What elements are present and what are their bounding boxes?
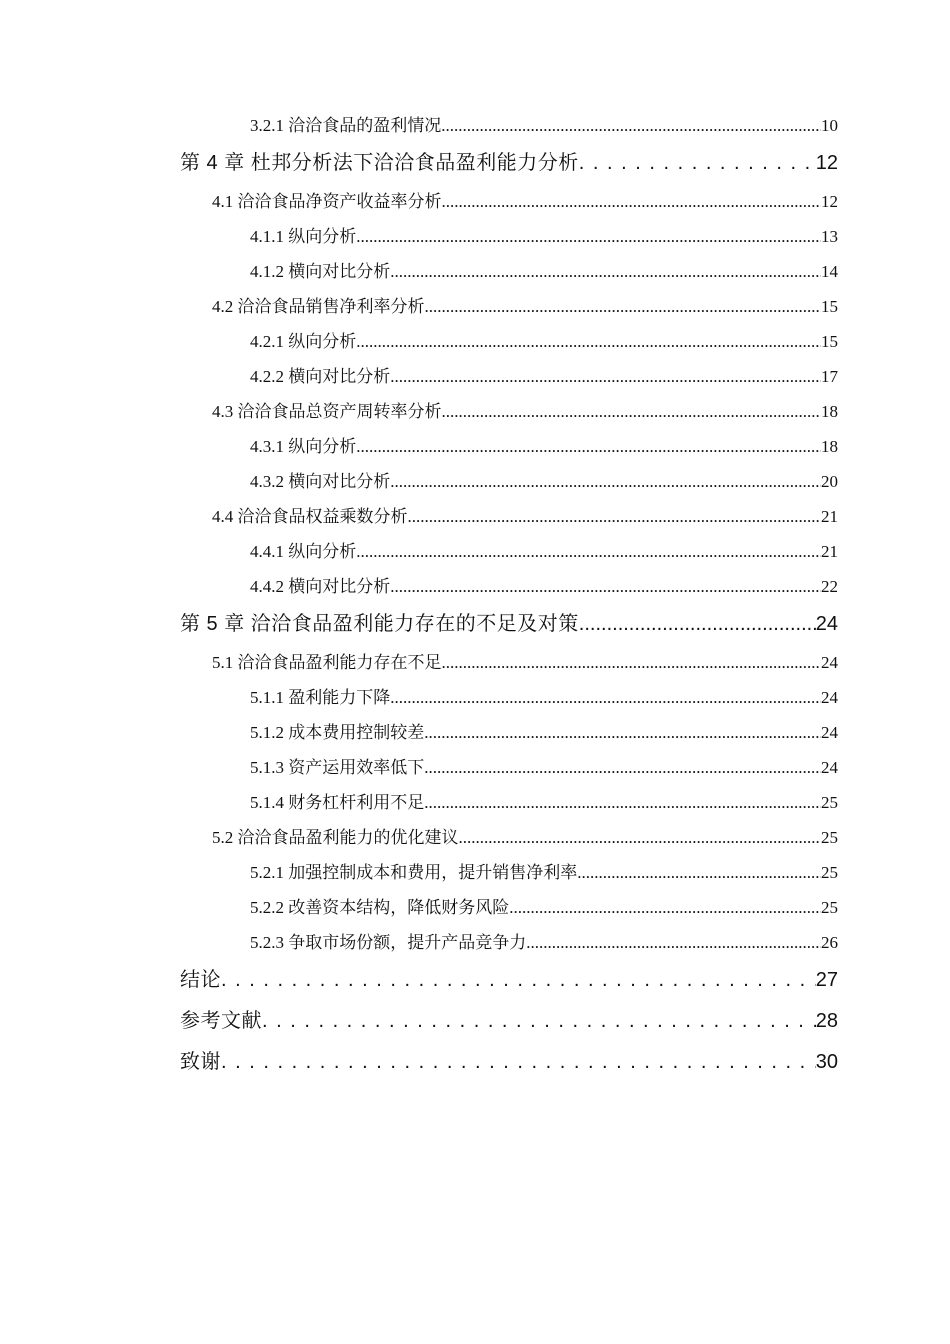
toc-entry[interactable] (180, 785, 838, 820)
toc-entry[interactable] (180, 680, 838, 715)
toc-entry[interactable] (180, 534, 838, 569)
dot-leader (509, 890, 821, 925)
toc-entry[interactable] (180, 108, 838, 143)
toc-entry[interactable] (180, 429, 838, 464)
dot-leader (579, 143, 816, 184)
dot-leader (356, 324, 821, 359)
toc-entry-title: 结论 (180, 969, 221, 991)
toc-entry[interactable] (180, 499, 838, 534)
toc-entry-title: 5.1.3 资产运用效率低下 (250, 758, 425, 777)
toc-page-number: 22 (821, 577, 838, 596)
toc-entry-title: 致谢 (180, 1051, 221, 1073)
dot-leader (442, 184, 822, 219)
toc-page-number: 25 (821, 793, 838, 812)
toc-page-number: 26 (821, 933, 838, 952)
toc-chapter-entry[interactable] (180, 960, 838, 1001)
toc-page-number: 24 (821, 653, 838, 672)
toc-entry-title: 第 4 章 杜邦分析法下洽洽食品盈利能力分析 (180, 152, 579, 174)
dot-leader (356, 534, 821, 569)
toc-entry[interactable] (180, 715, 838, 750)
toc-page-number: 21 (821, 507, 838, 526)
dot-leader (459, 820, 822, 855)
toc-entry-title: 4.1 洽洽食品净资产收益率分析 (212, 192, 442, 211)
toc-chapter-entry[interactable] (180, 1042, 838, 1083)
toc-page-number: 12 (821, 192, 838, 211)
toc-page-number: 25 (821, 863, 838, 882)
toc-page-number: 24 (815, 613, 838, 635)
toc-chapter-entry[interactable] (180, 604, 838, 645)
toc-entry-title: 5.2.3 争取市场份额，提升产品竞争力 (250, 933, 527, 952)
toc-entry[interactable] (180, 184, 838, 219)
toc-entry[interactable] (180, 359, 838, 394)
toc-entry[interactable] (180, 569, 838, 604)
dot-leader (442, 645, 822, 680)
toc-entry-title: 5.1.2 成本费用控制较差 (250, 723, 425, 742)
toc-page-number: 30 (815, 1051, 838, 1073)
toc-page-number: 18 (821, 402, 838, 421)
dot-leader (424, 785, 821, 820)
toc-entry[interactable] (180, 289, 838, 324)
toc-entry-title: 5.1.4 财务杠杆利用不足 (250, 793, 425, 812)
toc-page-number: 15 (821, 297, 838, 316)
toc-entry-title: 5.2.2 改善资本结构，降低财务风险 (250, 898, 510, 917)
dot-leader (424, 715, 821, 750)
toc-chapter-entry[interactable] (180, 143, 838, 184)
toc-entry[interactable] (180, 645, 838, 680)
dot-leader (577, 855, 821, 890)
dot-leader (441, 108, 821, 143)
toc-entry[interactable] (180, 324, 838, 359)
toc-entry-title: 4.1.2 横向对比分析 (250, 262, 391, 281)
toc-entry[interactable] (180, 890, 838, 925)
toc-entry[interactable] (180, 750, 838, 785)
dot-leader (526, 925, 821, 960)
toc-entry-title: 4.4.2 横向对比分析 (250, 577, 391, 596)
toc-entry[interactable] (180, 219, 838, 254)
toc-entry-title: 4.3.1 纵向分析 (250, 437, 357, 456)
dot-leader (390, 254, 821, 289)
dot-leader (262, 1001, 816, 1042)
dot-leader (356, 429, 821, 464)
dot-leader (442, 394, 822, 429)
dot-leader (390, 359, 821, 394)
toc-chapter-entry[interactable] (180, 1001, 838, 1042)
toc-entry-title: 5.2.1 加强控制成本和费用，提升销售净利率 (250, 863, 578, 882)
dot-leader (579, 604, 816, 645)
toc-page-number: 17 (821, 367, 838, 386)
dot-leader (424, 750, 821, 785)
toc-page-number: 24 (821, 688, 838, 707)
toc-page-number: 15 (821, 332, 838, 351)
toc-entry-title: 4.3.2 横向对比分析 (250, 472, 391, 491)
dot-leader (390, 464, 821, 499)
toc-entry-title: 4.2.2 横向对比分析 (250, 367, 391, 386)
toc-entry[interactable] (180, 925, 838, 960)
toc-entry-title: 4.4 洽洽食品权益乘数分析 (212, 507, 408, 526)
toc-entry-title: 5.1.1 盈利能力下降 (250, 688, 391, 707)
toc-entry[interactable] (180, 394, 838, 429)
toc-entry-title: 4.4.1 纵向分析 (250, 542, 357, 561)
toc-entry-title: 4.3 洽洽食品总资产周转率分析 (212, 402, 442, 421)
dot-leader (408, 499, 822, 534)
toc-page-number: 25 (821, 828, 838, 847)
toc-page-number: 10 (821, 116, 838, 135)
toc-page-number: 27 (815, 969, 838, 991)
toc-page-number: 20 (821, 472, 838, 491)
toc-entry-title: 3.2.1 洽洽食品的盈利情况 (250, 116, 442, 135)
toc-page-number: 25 (821, 898, 838, 917)
toc-page-number: 24 (821, 758, 838, 777)
toc-entry-title: 第 5 章 洽洽食品盈利能力存在的不足及对策 (180, 613, 579, 635)
toc-page-number: 28 (815, 1010, 838, 1032)
toc-entry-title: 5.1 洽洽食品盈利能力存在不足 (212, 653, 442, 672)
table-of-contents (180, 108, 838, 1083)
dot-leader (221, 960, 816, 1001)
toc-entry-title: 4.1.1 纵向分析 (250, 227, 357, 246)
toc-entry-title: 5.2 洽洽食品盈利能力的优化建议 (212, 828, 459, 847)
toc-entry[interactable] (180, 464, 838, 499)
toc-entry-title: 4.2 洽洽食品销售净利率分析 (212, 297, 425, 316)
dot-leader (221, 1042, 816, 1083)
toc-entry[interactable] (180, 855, 838, 890)
dot-leader (390, 680, 821, 715)
toc-page-number: 12 (815, 152, 838, 174)
dot-leader (356, 219, 821, 254)
toc-page-number: 13 (821, 227, 838, 246)
toc-entry[interactable] (180, 820, 838, 855)
toc-page-number: 18 (821, 437, 838, 456)
toc-page-number: 21 (821, 542, 838, 561)
toc-entry[interactable] (180, 254, 838, 289)
dot-leader (425, 289, 822, 324)
toc-entry-title: 4.2.1 纵向分析 (250, 332, 357, 351)
toc-page-number: 14 (821, 262, 838, 281)
dot-leader (390, 569, 821, 604)
toc-entry-title: 参考文献 (180, 1010, 262, 1032)
toc-page-number: 24 (821, 723, 838, 742)
